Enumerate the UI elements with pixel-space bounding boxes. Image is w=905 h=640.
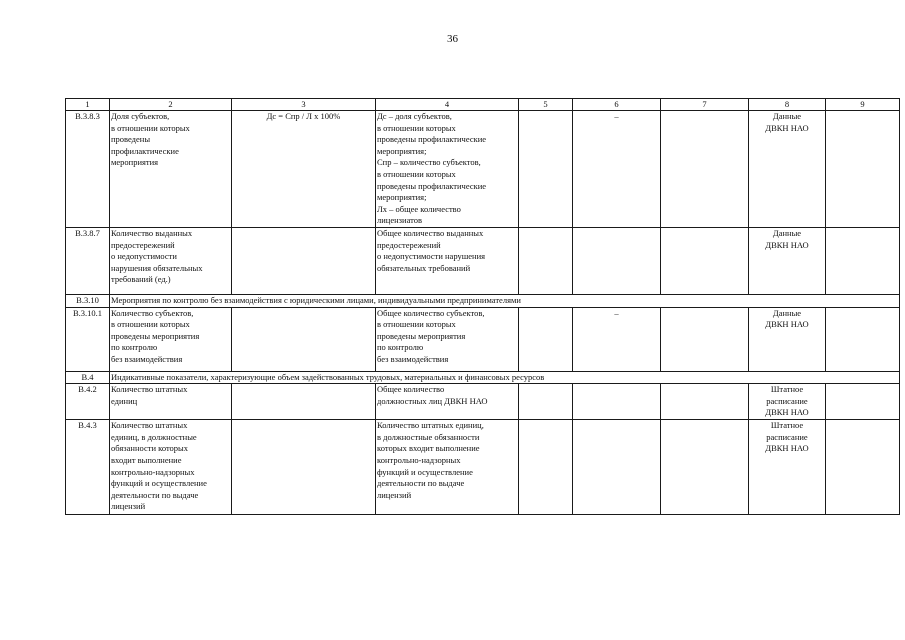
data-source: Данные ДВКН НАО [749,227,826,294]
column-9-cell [826,111,900,228]
column-number: 2 [110,99,232,111]
column-9-cell [826,307,900,371]
indicator-name: Количество выданных предостережений о недопустимости нарушения обязательных требований (ед.) [110,227,232,294]
indicator-code: В.3.8.7 [66,227,110,294]
indicator-formula [232,420,376,515]
data-source: Данные ДВКН НАО [749,111,826,228]
indicator-formula: Дс = Спр / Л х 100% [232,111,376,228]
column-number: 8 [749,99,826,111]
indicator-name: Доля субъектов, в отношении которых проведены профилактические мероприятия [110,111,232,228]
column-number: 6 [573,99,661,111]
indicator-name: Количество штатных единиц [110,384,232,420]
indicator-explanation: Количество штатных единиц, в должностные обязанности которых входит выполнение контрольно-надзорных функций и осуществление деятельности по выдаче лицензий [376,420,519,515]
section-row [66,371,900,384]
column-7-cell [661,111,749,228]
indicator-code: В.3.8.3 [66,111,110,228]
column-number: 9 [826,99,900,111]
column-9-cell [826,420,900,515]
column-7-cell [661,420,749,515]
indicator-formula [232,307,376,371]
indicator-explanation: Общее количество субъектов, в отношении которых проведены мероприятия по контролю без взаимодействия [376,307,519,371]
column-number: 3 [232,99,376,111]
data-source: Штатное расписание ДВКН НАО [749,420,826,515]
column-6-cell: – [573,307,661,371]
column-7-cell [661,384,749,420]
column-7-cell [661,227,749,294]
indicator-explanation: Общее количество должностных лиц ДВКН НАО [376,384,519,420]
indicator-row [66,384,900,420]
section-title: Мероприятия по контролю без взаимодействия с юридическими лицами, индивидуальными предпринимателями [110,294,900,307]
table-body [66,99,900,515]
column-5-cell [519,227,573,294]
indicator-row [66,111,900,228]
column-5-cell [519,420,573,515]
column-5-cell [519,307,573,371]
column-6-cell [573,227,661,294]
data-source: Данные ДВКН НАО [749,307,826,371]
indicator-name: Количество штатных единиц, в должностные обязанности которых входит выполнение контрольно-надзорных функций и осуществление деятельности по выдаче лицензий [110,420,232,515]
indicator-explanation: Дс – доля субъектов, в отношении которых проведены профилактические мероприятия; Спр – количество субъектов, в отношении которых проведены профилактические мероприятия; Лх – общее количество лицензиатов [376,111,519,228]
column-5-cell [519,111,573,228]
column-number: 1 [66,99,110,111]
indicator-explanation: Общее количество выданных предостережений о недопустимости нарушения обязательных требований [376,227,519,294]
indicators-table [65,98,900,515]
section-title: Индикативные показатели, характеризующие объем задействованных трудовых, материальных и финансовых ресурсов [110,371,900,384]
column-number: 5 [519,99,573,111]
column-9-cell [826,227,900,294]
column-6-cell [573,420,661,515]
indicator-formula [232,384,376,420]
section-code: В.4 [66,371,110,384]
column-7-cell [661,307,749,371]
indicator-code: В.4.2 [66,384,110,420]
indicator-formula [232,227,376,294]
column-number: 4 [376,99,519,111]
indicator-row [66,227,900,294]
section-code: В.3.10 [66,294,110,307]
section-row [66,294,900,307]
column-6-cell: – [573,111,661,228]
indicator-code: В.4.3 [66,420,110,515]
column-number: 7 [661,99,749,111]
column-9-cell [826,384,900,420]
indicator-code: В.3.10.1 [66,307,110,371]
page-number: 36 [447,33,458,45]
data-source: Штатное расписание ДВКН НАО [749,384,826,420]
indicator-row [66,307,900,371]
indicator-name: Количество субъектов, в отношении которых проведены мероприятия по контролю без взаимодействия [110,307,232,371]
column-5-cell [519,384,573,420]
indicator-row [66,420,900,515]
column-number-row [66,99,900,111]
column-6-cell [573,384,661,420]
